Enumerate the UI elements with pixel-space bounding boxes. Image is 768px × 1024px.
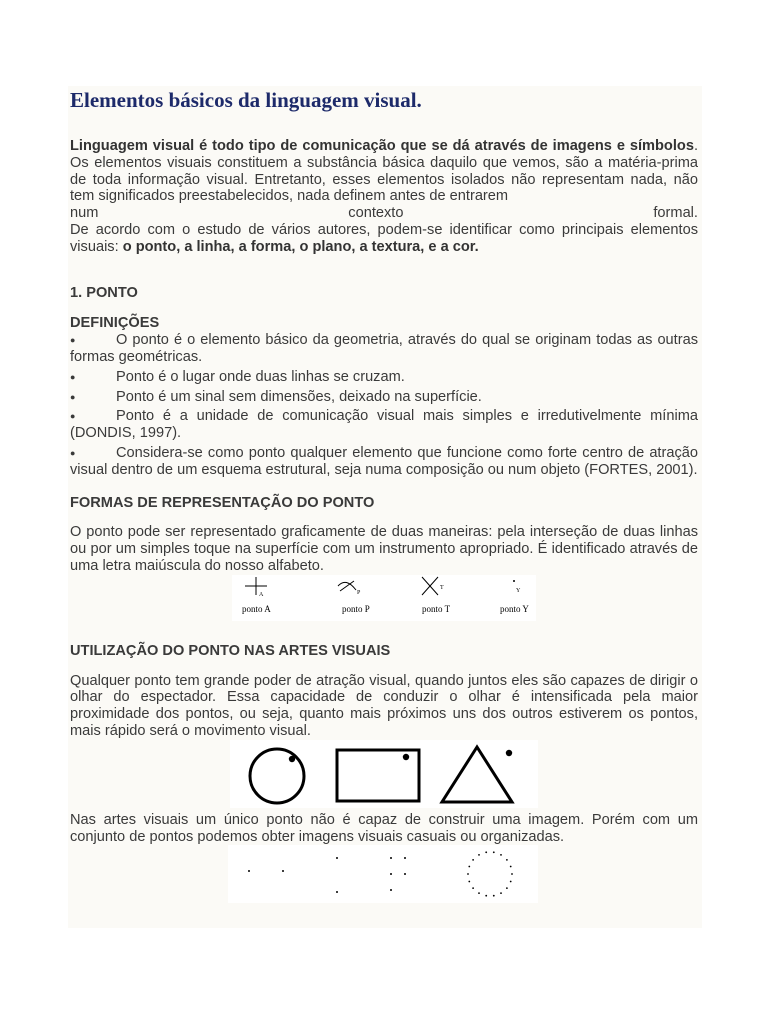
ring-dot (478, 893, 480, 895)
bullet-icon: ● (70, 447, 76, 458)
ring-dot (506, 859, 508, 861)
bullet-icon: ● (70, 371, 76, 382)
ring-dot (493, 895, 495, 897)
point-t-label: ponto T (422, 603, 451, 614)
section-heading-formas: FORMAS DE REPRESENTAÇÃO DO PONTO (70, 494, 375, 511)
list-item (70, 332, 698, 366)
figure-background (228, 845, 538, 903)
bullet-icon: ● (70, 411, 76, 422)
ring-dot (468, 881, 470, 883)
intro-word: formal. (653, 205, 698, 222)
ring-dot (485, 895, 487, 897)
rectangle-point (403, 754, 409, 760)
ring-dot (478, 854, 480, 856)
section-heading-utilizacao: UTILIZAÇÃO DO PONTO NAS ARTES VISUAIS (70, 642, 391, 659)
intro-word: contexto (348, 205, 404, 222)
definition-text: Considera-se como ponto qualquer elemento que funcione como forte centro de atração visual dentro de um esquema estrutural, seja numa composição ou num objeto (FORTES, 2001). (70, 444, 698, 478)
point-a-letter: A (259, 591, 264, 598)
list-item (70, 369, 698, 386)
point-y-letter: Y (516, 587, 521, 594)
point-t-letter: T (440, 584, 444, 591)
ring-dot (510, 881, 512, 883)
ring-dot (500, 854, 502, 856)
definition-text: Ponto é um sinal sem dimensões, deixado na superfície. (116, 388, 482, 405)
point-y-label: ponto Y (500, 603, 529, 614)
list-item (70, 445, 698, 479)
point-y-mark (513, 580, 515, 582)
ring-dot (467, 873, 469, 875)
bullet-icon: ● (70, 391, 76, 402)
point-p-letter: P (357, 589, 361, 596)
ring-dot (493, 852, 495, 854)
utilizacao-paragraph-2: Nas artes visuais um único ponto não é capaz de construir uma imagem. Porém com um conjunto de pontos podemos obter imagens visuais casuais ou organizadas. (70, 811, 698, 845)
definitions-list (70, 332, 698, 478)
ring-dot (510, 866, 512, 868)
ring-dot (472, 859, 474, 861)
section-heading-ponto: 1. PONTO (70, 284, 138, 301)
figure-background (232, 575, 536, 621)
bullet-icon: ● (70, 335, 76, 346)
list-item (70, 389, 698, 406)
point-representation-figure (70, 575, 698, 621)
shapes-attention-figure (70, 740, 698, 808)
definition-text: O ponto é o elemento básico da geometria, através do qual se originam todas as outras formas geométricas. (70, 332, 698, 365)
intro-word: num (70, 205, 99, 222)
ring-dot (511, 873, 513, 875)
intro-paragraph (70, 138, 698, 256)
dot-patterns-figure (70, 845, 698, 903)
triangle-point (506, 750, 512, 756)
ring-dot (472, 888, 474, 890)
page-title: Elementos básicos da linguagem visual. (70, 88, 422, 112)
intro-bold-lead: Linguagem visual é todo tipo de comunicação que se dá através de imagens e símbolos (70, 138, 694, 154)
ring-dot (485, 852, 487, 854)
ring-dot (506, 888, 508, 890)
definition-text: Ponto é o lugar onde duas linhas se cruzam. (116, 368, 405, 385)
definition-text: Ponto é a unidade de comunicação visual mais simples e irredutivelmente mínima (DONDIS, 1997). (70, 408, 698, 442)
formas-paragraph: O ponto pode ser representado graficamente de duas maneiras: pela interseção de duas linhas ou por um simples toque na superfície com um instrumento apropriado. É identificado através de uma letra maiúscula do nosso alfabeto. (70, 524, 698, 574)
intro-text: . Os elementos visuais constituem a substância básica daquilo que vemos, são a matéria-prima de toda informação visual. Entretanto, esses elementos isolados não representam nada, não tem significados preestabelecidos, nada definem antes de entrarem (70, 138, 698, 205)
ring-dot (468, 866, 470, 868)
list-item (70, 408, 698, 442)
intro-text-2: De acordo com o estudo de vários autores, podem-se identificar como principais elementos visuais: (70, 221, 698, 255)
ring-dot (500, 893, 502, 895)
point-a-label: ponto A (242, 603, 271, 614)
utilizacao-paragraph-1: Qualquer ponto tem grande poder de atração visual, quando juntos eles são capazes de dirigir o olhar do espectador. Essa capacidade de conduzir o olhar é intensificada pela maior proximidade dos pontos, ou seja, quanto mais próximos uns dos outros estiverem os pontos, mais rápido será o movimento visual. (70, 672, 698, 739)
document-body (70, 86, 698, 903)
point-p-label: ponto P (342, 603, 370, 614)
definitions-heading: DEFINIÇÕES (70, 315, 160, 332)
intro-bold-tail: o ponto, a linha, a forma, o plano, a textura, e a cor. (122, 238, 479, 255)
circle-point (289, 756, 295, 762)
